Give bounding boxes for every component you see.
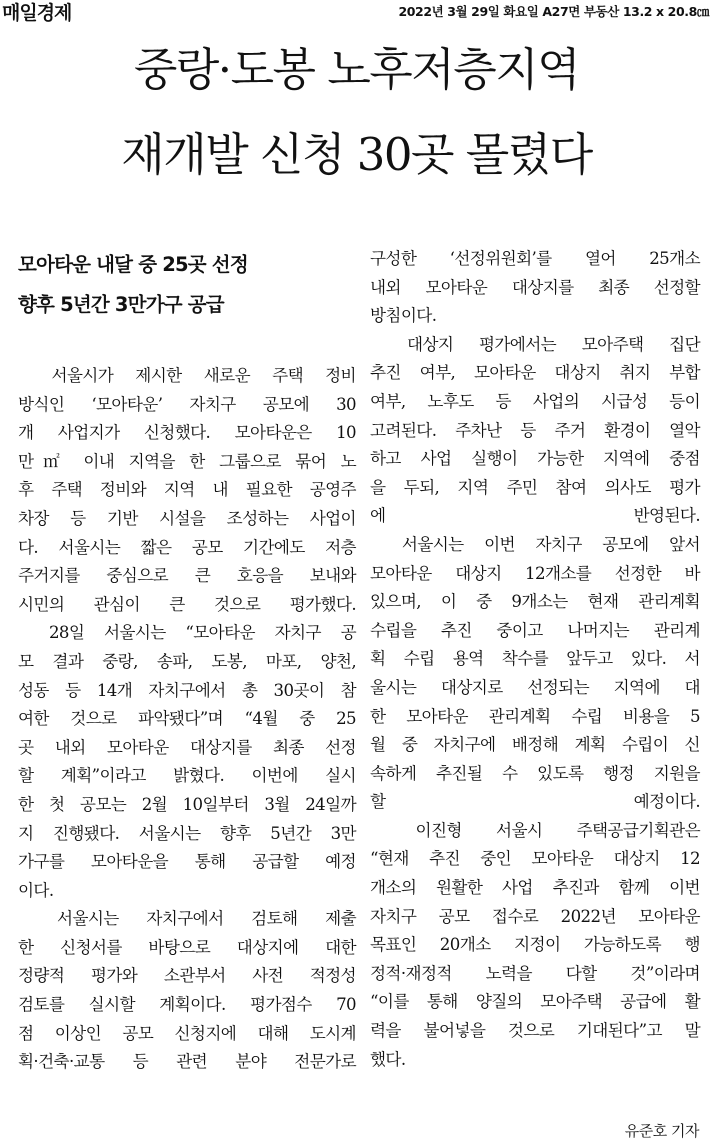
text-line: 목표인 20개소 지정이 가능하도록 행	[370, 935, 700, 955]
text-line: 내외 모아타운 대상지를 최종 선정할	[370, 277, 700, 297]
text-line: 모아타운 대상지 12개소를 선정한 바	[370, 563, 700, 583]
subheadline-1: 모아타운 내달 중 25곳 선정	[18, 253, 248, 276]
text-line: 방식인 ‘모아타운’ 자치구 공모에 30	[18, 394, 356, 414]
text-line: 한 신청서를 바탕으로 대상지에 대한	[18, 937, 356, 957]
article-body-left	[18, 362, 356, 1077]
text-line: 할 계획”이라고 밝혔다. 이번에 실시	[18, 766, 356, 786]
text-line: 시민의 관심이 큰 것으로 평가했다.	[18, 594, 356, 614]
headline-line-1: 중랑·도봉 노후저층지역	[133, 43, 580, 96]
text-line: 한 모아타운 관리계획 수립 비용을 5	[370, 706, 700, 726]
text-line: 울시는 대상지로 선정되는 지역에 대	[370, 677, 700, 697]
text-line: 후 주택 정비와 지역 내 필요한 공영주	[18, 480, 356, 500]
text-line: 성동 등 14개 자치구에서 총 30곳이 참	[18, 680, 356, 700]
text-line: 력을 불어넣을 것으로 기대된다”고 말	[370, 1021, 700, 1041]
text-line: “현재 추진 중인 모아타운 대상지 12	[370, 849, 700, 869]
text-line: 획 수립 용역 착수를 앞두고 있다. 서	[370, 649, 700, 669]
article-column-right	[370, 245, 700, 1074]
text-line: 정적·재정적 노력을 다할 것”이라며	[370, 963, 700, 983]
article-body-right	[370, 245, 700, 1074]
text-line: 만㎡ 이내 지역을 한 그룹으로 묶어 노	[18, 451, 356, 471]
text-line: 했다.	[370, 1049, 406, 1069]
text-line: 28일 서울시는 “모아타운 자치구 공	[18, 623, 356, 643]
page-header	[0, 0, 713, 26]
text-line: 점 이상인 공모 신청지에 대해 도시계	[18, 1023, 356, 1043]
text-line: 곳 내외 모아타운 대상지를 최종 선정	[18, 737, 356, 757]
text-line: 주거지를 중심으로 큰 호응을 보내와	[18, 566, 356, 586]
newspaper-masthead: 매일경제	[2, 2, 72, 24]
headline-line-2: 재개발 신청 30곳 몰렸다	[121, 128, 592, 181]
text-line: 월 중 자치구에 배정해 계획 수립이 신	[370, 735, 700, 755]
text-line: 서울시는 이번 자치구 공모에 앞서	[370, 534, 700, 554]
text-line: 획·건축·교통 등 관련 분야 전문가로	[18, 1052, 356, 1072]
text-line: 차장 등 기반 시설을 조성하는 사업이	[18, 508, 356, 528]
text-line: 수립을 추진 중이고 나머지는 관리계	[370, 620, 700, 640]
text-line: 할 예정이다.	[370, 792, 700, 812]
reporter-byline: 유준호 기자	[624, 1122, 699, 1140]
text-line: 정량적 평가와 소관부서 사전 적정성	[18, 966, 356, 986]
text-line: 자치구 공모 접수로 2022년 모아타운	[370, 906, 700, 926]
text-line: 속하게 추진될 수 있도록 행정 지원을	[370, 763, 700, 783]
text-line: 있으며, 이 중 9개소는 현재 관리계획	[370, 592, 700, 612]
text-line: 가구를 모아타운을 통해 공급할 예정	[18, 852, 356, 872]
publication-meta: 2022년 3월 29일 화요일 A27면 부동산 13.2 x 20.8㎝	[398, 4, 709, 19]
text-line: 대상지 평가에서는 모아주택 집단	[370, 334, 700, 354]
text-line: 하고 사업 실행이 가능한 지역에 중점	[370, 449, 700, 469]
text-line: 구성한 ‘선정위원회’를 열어 25개소	[370, 249, 700, 268]
text-line: 에 반영된다.	[370, 506, 700, 526]
text-line: 이다.	[18, 880, 54, 900]
subheadline-2: 향후 5년간 3만가구 공급	[18, 293, 224, 316]
text-line: 다. 서울시는 짧은 공모 기간에도 저층	[18, 537, 356, 557]
text-line: 고려된다. 주차난 등 주거 환경이 열악	[370, 420, 700, 440]
text-line: 을 두되, 지역 주민 참여 의사도 평가	[370, 477, 700, 497]
text-line: 추진 여부, 모아타운 대상지 취지 부합	[370, 363, 700, 383]
text-line: 방침이다.	[370, 306, 437, 326]
text-line: 한 첫 공모는 2월 10일부터 3월 24일까	[18, 794, 356, 814]
text-line: 지 진행됐다. 서울시는 향후 5년간 3만	[18, 823, 356, 843]
article-column-left	[18, 245, 356, 1077]
text-line: 이진형 서울시 주택공급기획관은	[370, 820, 700, 840]
text-line: 여한 것으로 파악됐다”며 “4월 중 25	[18, 709, 356, 729]
text-line: 서울시는 자치구에서 검토해 제출	[18, 909, 356, 929]
text-line: “이를 통해 양질의 모아주택 공급에 활	[370, 992, 700, 1012]
text-line: 개 사업지가 신청했다. 모아타운은 10	[18, 423, 356, 443]
text-line: 서울시가 제시한 새로운 주택 정비	[18, 366, 356, 385]
text-line: 검토를 실시할 계획이다. 평가점수 70	[18, 995, 356, 1015]
text-line: 모 결과 중랑, 송파, 도봉, 마포, 양천,	[18, 651, 356, 671]
text-line: 여부, 노후도 등 사업의 시급성 등이	[370, 391, 700, 411]
text-line: 개소의 원활한 사업 추진과 함께 이번	[370, 878, 700, 898]
